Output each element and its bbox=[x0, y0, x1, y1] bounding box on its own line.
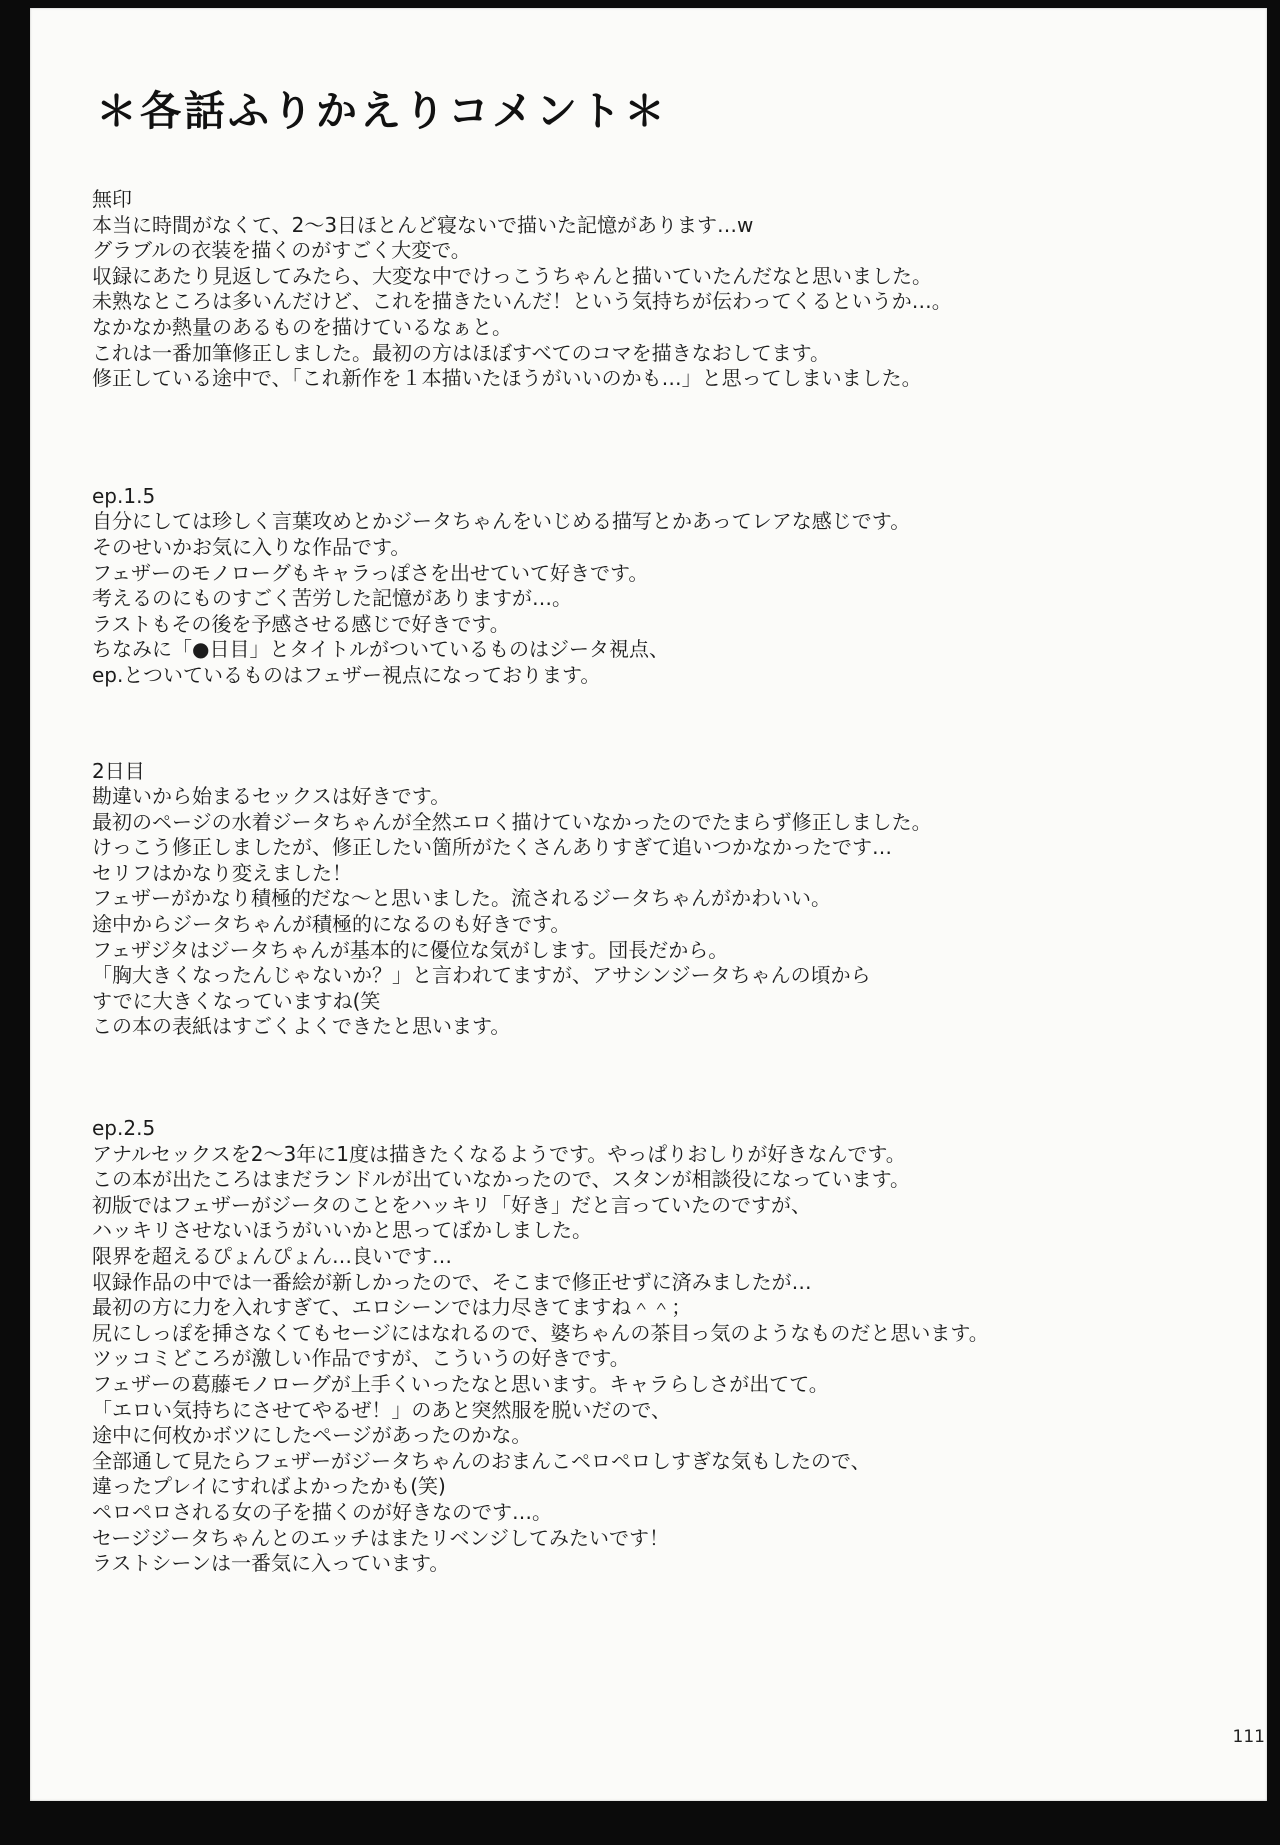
comment-line: ツッコミどころが激しい作品ですが、こういうの好きです。 bbox=[92, 1346, 630, 1371]
comment-line: なかなか熱量のあるものを描けているなぁと。 bbox=[92, 314, 512, 339]
comment-line: 考えるのにものすごく苦労した記憶がありますが…。 bbox=[92, 586, 572, 611]
comment-line: ちなみに「●日目」とタイトルがついているものはジータ視点、 bbox=[92, 637, 670, 662]
comment-line: ep.とついているものはフェザー視点になっております。 bbox=[92, 662, 601, 687]
section-heading: ep.1.5 bbox=[92, 483, 156, 508]
comment-line: けっこう修正しましたが、修正したい箇所がたくさんありすぎて追いつかなかったです… bbox=[92, 835, 892, 860]
page-title: ＊各話ふりかえりコメント＊ bbox=[96, 87, 668, 135]
comment-line: 初版ではフェザーがジータのことをハッキリ「好き」だと言っていたのですが、 bbox=[92, 1192, 811, 1217]
section-no-mark bbox=[92, 187, 1239, 392]
comment-line: 「胸大きくなったんじゃないか？」と言われてますが、アサシンジータちゃんの頃から bbox=[92, 963, 871, 988]
comment-line: 全部通して見たらフェザーがジータちゃんのおまんこペロペロしすぎな気もしたので、 bbox=[92, 1448, 871, 1473]
comment-line: グラブルの衣装を描くのがすごく大変で。 bbox=[92, 238, 471, 263]
comment-line: フェザーがかなり積極的だな〜と思いました。流されるジータちゃんがかわいい。 bbox=[92, 886, 831, 911]
comment-line: 収録作品の中では一番絵が新しかったので、そこまで修正せずに済みましたが… bbox=[92, 1269, 812, 1294]
comment-line: 最初の方に力を入れすぎて、エロシーンでは力尽きてますね＾＾； bbox=[92, 1295, 692, 1320]
section-ep-2-5 bbox=[92, 1116, 1239, 1577]
comment-line: 未熟なところは多いんだけど、これを描きたいんだ！という気持ちが伝わってくるというか…。 bbox=[92, 289, 952, 314]
section-ep-1-5 bbox=[92, 484, 1239, 689]
comment-line: この本の表紙はすごくよくできたと思います。 bbox=[92, 1014, 511, 1039]
comment-line: フェザーのモノローグもキャラっぽさを出せていて好きです。 bbox=[92, 560, 649, 585]
comment-line: 収録にあたり見返してみたら、大変な中でけっこうちゃんと描いていたんだなと思いました。 bbox=[92, 263, 932, 288]
comment-line: 途中からジータちゃんが積極的になるのも好きです。 bbox=[92, 912, 571, 937]
comment-line: セージジータちゃんとのエッチはまたリベンジしてみたいです！ bbox=[92, 1525, 669, 1550]
page-content bbox=[30, 8, 1267, 1577]
comment-line: ラストシーンは一番気に入っています。 bbox=[92, 1551, 450, 1576]
comment-line: 自分にしては珍しく言葉攻めとかジータちゃんをいじめる描写とかあってレアな感じです。 bbox=[92, 509, 911, 534]
comment-line: 勘違いから始まるセックスは好きです。 bbox=[92, 784, 451, 809]
section-heading: 無印 bbox=[92, 187, 132, 211]
comment-line: フェザジタはジータちゃんが基本的に優位な気がします。団長だから。 bbox=[92, 937, 729, 962]
comment-line: この本が出たころはまだランドルが出ていなかったので、スタンが相談役になっています。 bbox=[92, 1167, 910, 1192]
comment-line: すでに大きくなっていますね(笑 bbox=[92, 988, 381, 1013]
section-heading: ep.2.5 bbox=[92, 1116, 156, 1141]
comment-line: 限界を超えるぴょんぴょん…良いです… bbox=[92, 1244, 452, 1268]
comment-line: セリフはかなり変えました！ bbox=[92, 860, 352, 885]
comment-line: 最初のページの水着ジータちゃんが全然エロく描けていなかったのでたまらず修正しました。 bbox=[92, 809, 932, 834]
comment-line: ペロペロされる女の子を描くのが好きなのです…。 bbox=[92, 1499, 552, 1524]
comment-line: そのせいかお気に入りな作品です。 bbox=[92, 534, 411, 559]
comment-line: 修正している途中で、「これ新作を１本描いたほうがいいのかも…」と思ってしまいました。 bbox=[92, 366, 922, 391]
scanned-page bbox=[30, 8, 1267, 1801]
comment-line: フェザーの葛藤モノローグが上手くいったなと思います。キャラらしさが出てて。 bbox=[92, 1371, 829, 1396]
section-heading: 2日目 bbox=[92, 758, 145, 783]
comment-line: 尻にしっぽを挿さなくてもセージにはなれるので、婆ちゃんの茶目っ気のようなものだと思います。 bbox=[92, 1320, 989, 1345]
comment-line: 「エロい気持ちにさせてやるぜ！」のあと突然服を脱いだので、 bbox=[92, 1397, 671, 1422]
comment-line: 途中に何枚かボツにしたページがあったのかな。 bbox=[92, 1423, 532, 1448]
section-day-2 bbox=[92, 759, 1239, 1041]
comment-line: これは一番加筆修正しました。最初の方はほぼすべてのコマを描きなおしてます。 bbox=[92, 340, 830, 365]
comment-line: 違ったプレイにすればよかったかも(笑) bbox=[92, 1474, 446, 1499]
comment-line: ハッキリさせないほうがいいかと思ってぼかしました。 bbox=[92, 1218, 592, 1243]
comment-line: アナルセックスを2〜3年に1度は描きたくなるようです。やっぱりおしりが好きなんです。 bbox=[92, 1141, 906, 1166]
comment-line: ラストもその後を予感させる感じで好きです。 bbox=[92, 611, 510, 636]
page-number: 111 bbox=[1232, 1727, 1265, 1747]
comment-line: 本当に時間がなくて、2〜3日ほとんど寝ないで描いた記憶があります…w bbox=[92, 212, 754, 237]
